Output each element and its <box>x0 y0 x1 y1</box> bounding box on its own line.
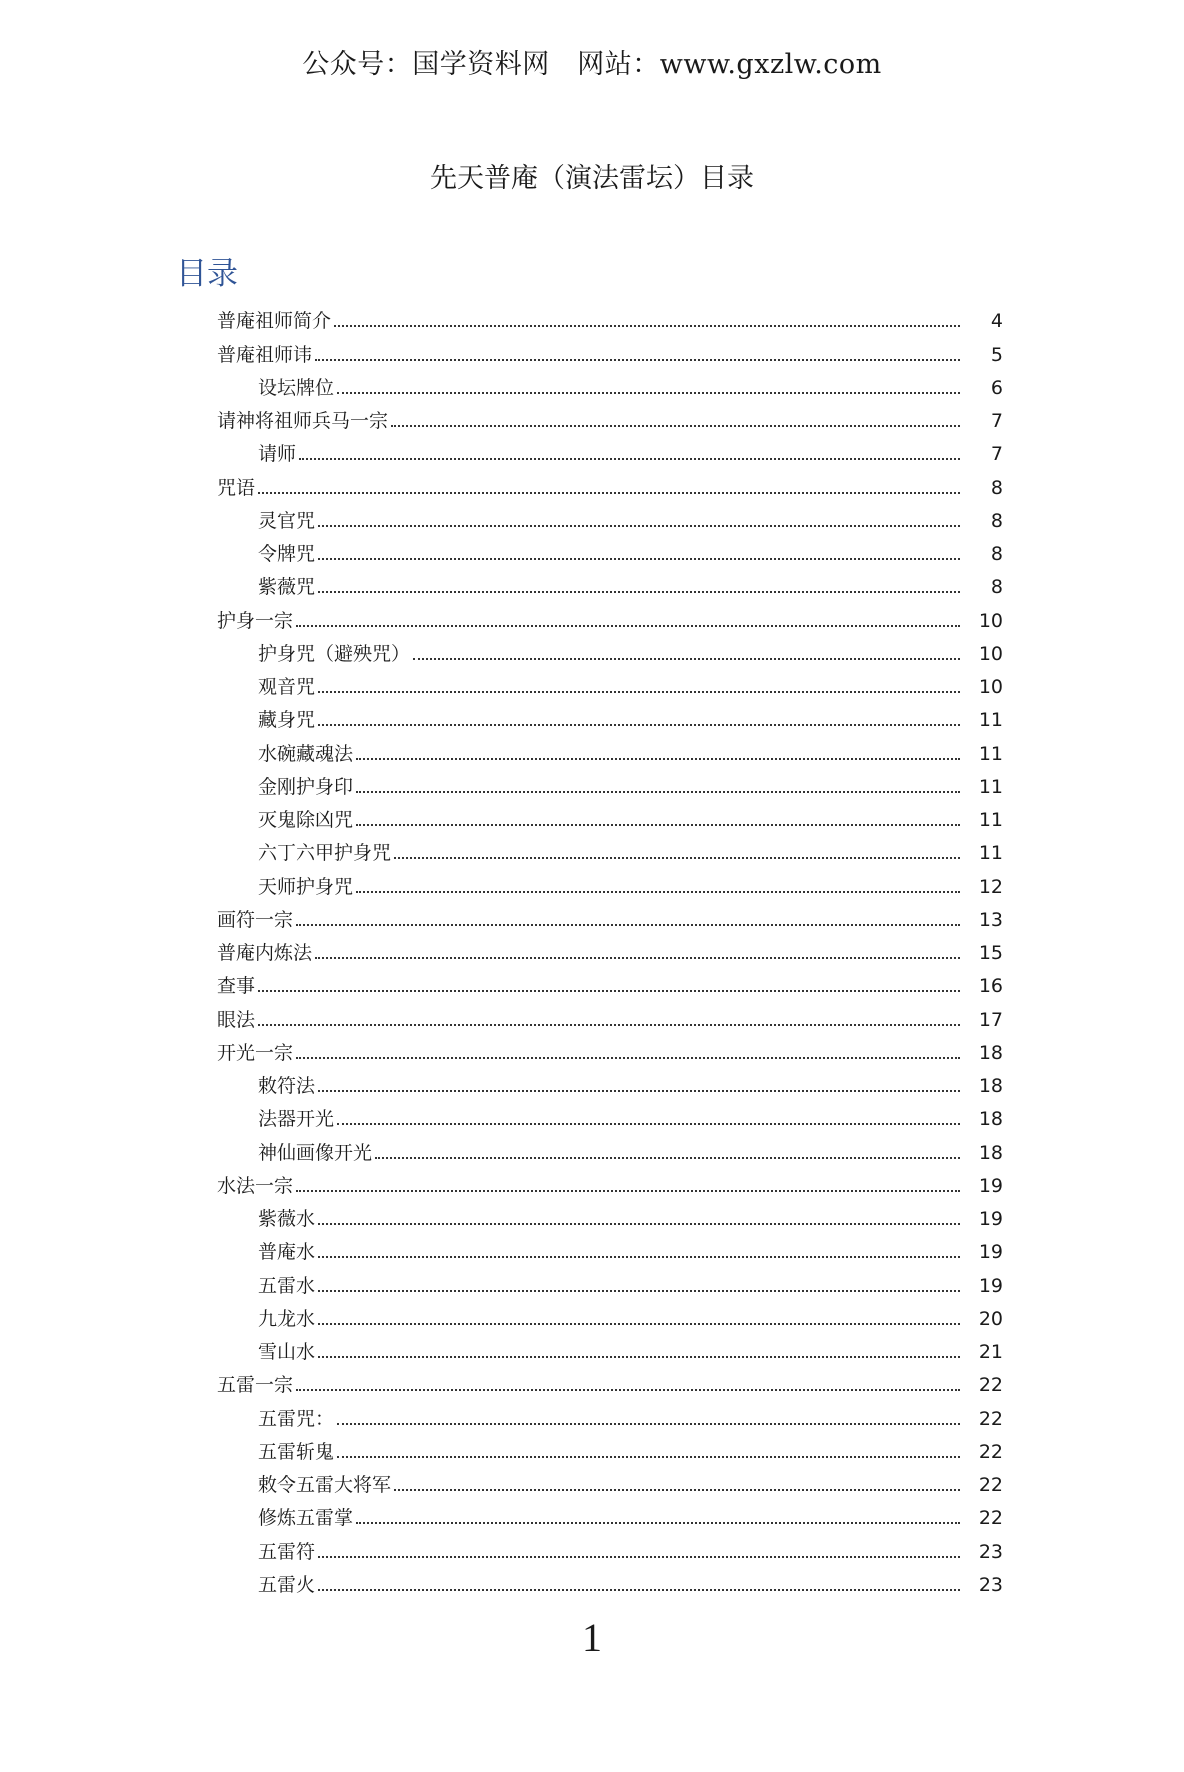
dot-leader <box>337 1455 960 1458</box>
dot-leader <box>258 989 960 992</box>
toc-entry[interactable] <box>0 1199 1184 1232</box>
toc-entry-page[interactable]: 8 <box>990 576 1003 599</box>
toc-entry-page[interactable]: 8 <box>990 476 1003 499</box>
toc-entry-page[interactable]: 18 <box>978 1141 1003 1164</box>
dot-leader <box>296 923 960 926</box>
toc-entry[interactable] <box>0 667 1184 700</box>
toc-entry[interactable] <box>0 866 1184 899</box>
toc-entry[interactable] <box>0 1066 1184 1099</box>
dot-leader <box>318 1255 960 1258</box>
toc-entry-page[interactable]: 4 <box>990 310 1003 333</box>
toc-entry[interactable] <box>0 1531 1184 1564</box>
dot-leader <box>318 723 960 726</box>
toc-entry-title[interactable]: 五雷咒： <box>258 1407 335 1430</box>
dot-leader <box>356 823 960 826</box>
toc-entry-page[interactable]: 19 <box>978 1241 1003 1264</box>
toc-entry[interactable] <box>0 1565 1184 1598</box>
toc-entry-title[interactable]: 五雷火 <box>258 1573 316 1596</box>
toc-entry-title[interactable]: 神仙画像开光 <box>258 1141 373 1164</box>
toc-entry-page[interactable]: 11 <box>978 842 1003 865</box>
toc-entry-title[interactable]: 开光一宗 <box>217 1041 294 1064</box>
toc-entry-title[interactable]: 灵官咒 <box>258 509 316 532</box>
toc-entry-title[interactable]: 眼法 <box>217 1008 256 1031</box>
dot-leader <box>391 424 960 427</box>
toc-entry[interactable] <box>0 700 1184 733</box>
toc-entry-page[interactable]: 10 <box>978 642 1003 665</box>
dot-leader <box>337 1122 960 1125</box>
toc-entry-title[interactable]: 普庵祖师讳 <box>217 343 313 366</box>
dot-leader <box>413 657 960 660</box>
toc-entry-title[interactable]: 法器开光 <box>258 1108 335 1131</box>
dot-leader <box>318 1355 960 1358</box>
dot-leader <box>318 1089 960 1092</box>
toc-entry-title[interactable]: 六丁六甲护身咒 <box>258 842 392 865</box>
toc-entry-title[interactable]: 紫薇咒 <box>258 576 316 599</box>
toc-entry-title[interactable]: 请神将祖师兵马一宗 <box>217 410 389 432</box>
dot-leader <box>315 358 960 361</box>
toc-entry-title[interactable]: 五雷水 <box>258 1274 316 1297</box>
toc-entry-page[interactable]: 15 <box>978 942 1003 964</box>
dot-leader <box>296 1189 960 1192</box>
toc-entry[interactable] <box>0 1332 1184 1365</box>
dot-leader <box>296 1388 960 1391</box>
toc-entry-title[interactable]: 灭鬼除凶咒 <box>258 809 354 831</box>
dot-leader <box>299 457 960 460</box>
toc-entry-page[interactable]: 13 <box>978 908 1003 931</box>
dot-leader <box>318 1588 960 1591</box>
toc-entry[interactable] <box>0 600 1184 633</box>
toc-entry-page[interactable]: 22 <box>978 1507 1003 1530</box>
toc-entry-page[interactable]: 22 <box>978 1440 1003 1463</box>
toc-entry-title[interactable]: 画符一宗 <box>217 908 294 931</box>
toc-entry-page[interactable]: 8 <box>990 543 1003 565</box>
toc-entry-page[interactable]: 7 <box>990 443 1003 466</box>
dot-leader <box>318 1555 960 1558</box>
toc-entry-title[interactable]: 修炼五雷掌 <box>258 1507 354 1530</box>
toc-entry[interactable] <box>0 1132 1184 1165</box>
toc-entry[interactable] <box>0 999 1184 1032</box>
dot-leader <box>337 1422 960 1425</box>
toc-entry-title[interactable]: 五雷斩鬼 <box>258 1440 335 1463</box>
toc-entry-title[interactable]: 天师护身咒 <box>258 875 354 898</box>
toc-entry[interactable] <box>0 933 1184 966</box>
toc-entry-title[interactable]: 护身一宗 <box>217 609 294 632</box>
dot-leader <box>318 557 960 560</box>
dot-leader <box>337 391 960 394</box>
toc-entry[interactable] <box>0 301 1184 334</box>
toc-entry-page[interactable]: 22 <box>978 1474 1003 1496</box>
toc-entry-page[interactable]: 10 <box>978 609 1003 632</box>
dot-leader <box>315 956 960 959</box>
toc-entry-title[interactable]: 查事 <box>217 975 256 998</box>
toc-entry[interactable] <box>0 567 1184 600</box>
toc-entry-page[interactable]: 11 <box>978 809 1003 831</box>
dot-leader <box>318 1322 960 1325</box>
toc-entry-page[interactable]: 18 <box>978 1041 1003 1064</box>
dot-leader <box>318 1289 960 1292</box>
toc-entry[interactable] <box>0 368 1184 401</box>
toc-entry[interactable] <box>0 1265 1184 1298</box>
toc-entry-page[interactable]: 11 <box>978 775 1003 798</box>
toc-entry-page[interactable]: 23 <box>978 1573 1003 1596</box>
toc-entry[interactable] <box>0 1099 1184 1132</box>
dot-leader <box>356 1521 960 1524</box>
toc-entry[interactable] <box>0 334 1184 367</box>
toc-entry-page[interactable]: 8 <box>990 509 1003 532</box>
toc-entry-title[interactable]: 五雷一宗 <box>217 1374 294 1397</box>
toc-entry-page[interactable]: 16 <box>978 975 1003 998</box>
toc-entry-page[interactable]: 6 <box>990 376 1003 399</box>
toc-entry[interactable] <box>0 1033 1184 1066</box>
toc-entry-page[interactable]: 19 <box>978 1174 1003 1197</box>
toc-entry-title[interactable]: 水碗藏魂法 <box>258 742 354 765</box>
dot-leader <box>296 624 960 627</box>
dot-leader <box>296 1056 960 1059</box>
toc-entry-title[interactable]: 护身咒（避殃咒） <box>258 642 411 665</box>
toc-entry[interactable] <box>0 900 1184 933</box>
toc-entry-title[interactable]: 普庵水 <box>258 1241 316 1264</box>
toc-entry-page[interactable]: 11 <box>978 742 1003 765</box>
toc-entry-page[interactable]: 22 <box>978 1407 1003 1430</box>
toc-entry-title[interactable]: 咒语 <box>217 476 256 499</box>
toc-entry-page[interactable]: 20 <box>978 1307 1003 1330</box>
toc-entry[interactable] <box>0 1498 1184 1531</box>
toc-entry-page[interactable]: 18 <box>978 1075 1003 1097</box>
page-header: 公众号：国学资料网 网站：www.gxzlw.com <box>302 49 882 80</box>
toc-entry-title[interactable]: 普庵内炼法 <box>217 942 313 964</box>
toc-entry-title[interactable]: 雪山水 <box>258 1341 316 1363</box>
dot-leader <box>258 1023 960 1026</box>
dot-leader <box>356 890 960 893</box>
toc-entry[interactable] <box>0 501 1184 534</box>
dot-leader <box>318 690 960 693</box>
toc-entry-page[interactable]: 23 <box>978 1540 1003 1563</box>
toc-heading: 目录 <box>176 256 238 292</box>
toc-entry-page[interactable]: 19 <box>978 1208 1003 1230</box>
toc-entry-title[interactable]: 紫薇水 <box>258 1208 316 1230</box>
page-number: 1 <box>582 1615 602 1660</box>
dot-leader <box>318 524 960 527</box>
toc-entry-page[interactable]: 22 <box>978 1374 1003 1397</box>
toc-entry[interactable] <box>0 1365 1184 1398</box>
toc-entry[interactable] <box>0 401 1184 434</box>
toc-entry-page[interactable]: 7 <box>990 410 1003 432</box>
toc-entry-title[interactable]: 设坛牌位 <box>258 376 335 399</box>
dot-leader <box>356 757 960 760</box>
toc-entry[interactable] <box>0 1398 1184 1431</box>
toc-entry-title[interactable]: 金刚护身印 <box>258 775 354 798</box>
dot-leader <box>318 590 960 593</box>
toc-entry[interactable] <box>0 467 1184 500</box>
toc-entry-page[interactable]: 18 <box>978 1108 1003 1131</box>
toc-entry[interactable] <box>0 1299 1184 1332</box>
toc-entry-title[interactable]: 敕符法 <box>258 1075 316 1097</box>
toc-entry-title[interactable]: 九龙水 <box>258 1307 316 1330</box>
toc-entry[interactable] <box>0 1465 1184 1498</box>
dot-leader <box>258 491 960 494</box>
toc-entry-title[interactable]: 藏身咒 <box>258 709 316 732</box>
dot-leader <box>334 324 960 327</box>
toc-entry[interactable] <box>0 833 1184 866</box>
toc-entry-title[interactable]: 敕令五雷大将军 <box>258 1474 392 1496</box>
toc-entry[interactable] <box>0 1432 1184 1465</box>
dot-leader <box>394 856 960 859</box>
toc-entry-title[interactable]: 水法一宗 <box>217 1174 294 1197</box>
toc-entry-page[interactable]: 12 <box>978 875 1003 898</box>
toc-entry[interactable] <box>0 534 1184 567</box>
toc-entry[interactable] <box>0 434 1184 467</box>
table-of-contents <box>0 301 1184 1598</box>
document-title: 先天普庵（演法雷坛）目录 <box>430 163 754 194</box>
toc-entry-page[interactable]: 5 <box>990 343 1003 366</box>
toc-entry[interactable] <box>0 767 1184 800</box>
toc-entry[interactable] <box>0 1166 1184 1199</box>
toc-entry[interactable] <box>0 634 1184 667</box>
toc-entry[interactable] <box>0 733 1184 766</box>
toc-entry-page[interactable]: 11 <box>978 709 1003 732</box>
toc-entry-title[interactable]: 普庵祖师简介 <box>217 310 332 333</box>
toc-entry-page[interactable]: 17 <box>978 1008 1003 1031</box>
toc-entry-title[interactable]: 令牌咒 <box>258 543 316 565</box>
dot-leader <box>318 1222 960 1225</box>
toc-entry[interactable] <box>0 1232 1184 1265</box>
toc-entry-title[interactable]: 观音咒 <box>258 676 316 698</box>
dot-leader <box>356 790 960 793</box>
toc-entry[interactable] <box>0 966 1184 999</box>
toc-entry-page[interactable]: 10 <box>978 676 1003 698</box>
dot-leader <box>394 1488 960 1491</box>
dot-leader <box>375 1156 960 1159</box>
toc-entry-title[interactable]: 五雷符 <box>258 1540 316 1563</box>
toc-entry-page[interactable]: 19 <box>978 1274 1003 1297</box>
toc-entry-page[interactable]: 21 <box>978 1341 1003 1363</box>
toc-entry[interactable] <box>0 800 1184 833</box>
toc-entry-title[interactable]: 请师 <box>258 443 297 466</box>
